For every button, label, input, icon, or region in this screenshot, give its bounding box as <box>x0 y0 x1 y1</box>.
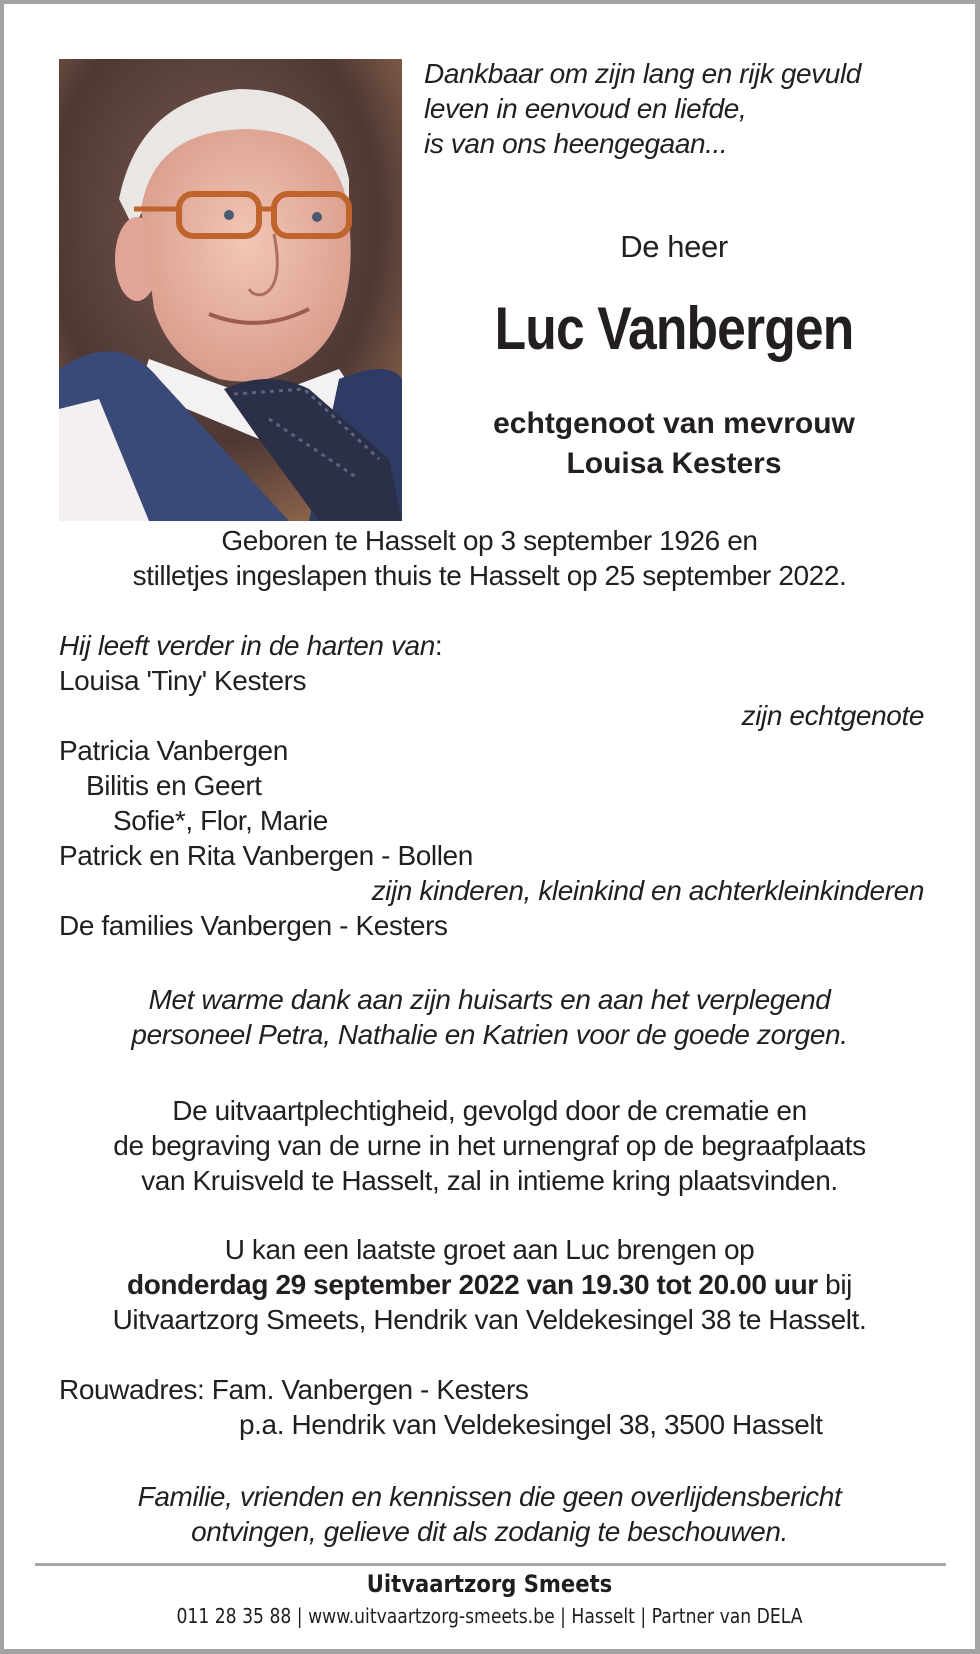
survivor-spouse: Louisa 'Tiny' Kesters <box>59 665 307 696</box>
thanks-line: personeel Petra, Nathalie en Katrien voor de goede zorgen. <box>131 1019 848 1050</box>
survivor-grandchild: Bilitis en Geert <box>86 770 262 801</box>
deceased-name: Luc Vanbergen <box>494 295 854 362</box>
thanks-note <box>4 982 975 1052</box>
birth-death-info <box>4 523 975 593</box>
death-line: stilletjes ingeslapen thuis te Hasselt op 25 september 2022. <box>132 560 847 591</box>
funeral-home-name: Uitvaartzorg Smeets <box>366 1570 613 1598</box>
ceremony-line: de begraving van de urne in het urnengraf op de begraafplaats <box>113 1130 866 1161</box>
closing-line: Familie, vrienden en kennissen die geen overlijdensbericht <box>137 1481 842 1512</box>
ceremony-line: van Kruisveld te Hasselt, zal in intieme kring plaatsvinden. <box>141 1165 838 1196</box>
survivor-role: zijn echtgenote <box>741 700 924 731</box>
address-line: p.a. Hendrik van Veldekesingel 38, 3500 Hasselt <box>239 1409 823 1440</box>
visit-line: U kan een laatste groet aan Luc brengen op <box>224 1234 755 1265</box>
closing-note <box>4 1479 975 1549</box>
salutation: De heer <box>620 229 728 264</box>
footer-divider <box>35 1563 946 1566</box>
intro-line: is van ons heengegaan... <box>424 128 728 159</box>
intro-line: Dankbaar om zijn lang en rijk gevuld <box>424 58 861 89</box>
ceremony-line: De uitvaartplechtigheid, gevolgd door de crematie en <box>172 1095 807 1126</box>
survivor-great-grandchildren: Sofie*, Flor, Marie <box>113 805 328 836</box>
portrait-image <box>59 59 402 521</box>
visit-datetime: donderdag 29 september 2022 van 19.30 tot 20.00 uur <box>127 1269 818 1300</box>
intro-line: leven in eenvoud en liefde, <box>424 93 747 124</box>
portrait-photo <box>59 59 402 521</box>
spouse-name: Louisa Kesters <box>566 447 782 480</box>
thanks-line: Met warme dank aan zijn huisarts en aan het verplegend <box>148 984 831 1015</box>
survivors-list <box>59 628 924 943</box>
mourning-address <box>59 1372 924 1442</box>
survivor-families: De families Vanbergen - Kesters <box>59 910 448 941</box>
visit-location: Uitvaartzorg Smeets, Hendrik van Veldekesingel 38 te Hasselt. <box>112 1304 867 1335</box>
obituary-card <box>4 4 975 1649</box>
ceremony-info <box>4 1093 975 1198</box>
visitation-info <box>4 1232 975 1337</box>
address-line: Rouwadres: Fam. Vanbergen - Kesters <box>59 1374 529 1405</box>
funeral-home-contact: 011 28 35 88 | www.uitvaartzorg-smeets.be | Hasselt | Partner van DELA <box>176 1604 803 1628</box>
survivor-role: zijn kinderen, kleinkind en achterkleinkinderen <box>371 875 924 906</box>
survivors-heading-colon: : <box>434 630 443 661</box>
survivors-heading-text: Hij leeft verder in de harten van <box>59 630 435 661</box>
survivor-child: Patrick en Rita Vanbergen - Bollen <box>59 840 473 871</box>
spouse-line: echtgenoot van mevrouw <box>493 407 855 440</box>
birth-line: Geboren te Hasselt op 3 september 1926 en <box>221 525 758 556</box>
survivor-child: Patricia Vanbergen <box>59 735 288 766</box>
visit-connector: bij <box>817 1269 852 1300</box>
survivors-heading <box>59 628 924 663</box>
intro-verse <box>424 56 944 161</box>
visit-datetime-line <box>4 1267 975 1302</box>
closing-line: ontvingen, gelieve dit als zodanig te beschouwen. <box>191 1516 788 1547</box>
spouse-info <box>424 404 924 484</box>
